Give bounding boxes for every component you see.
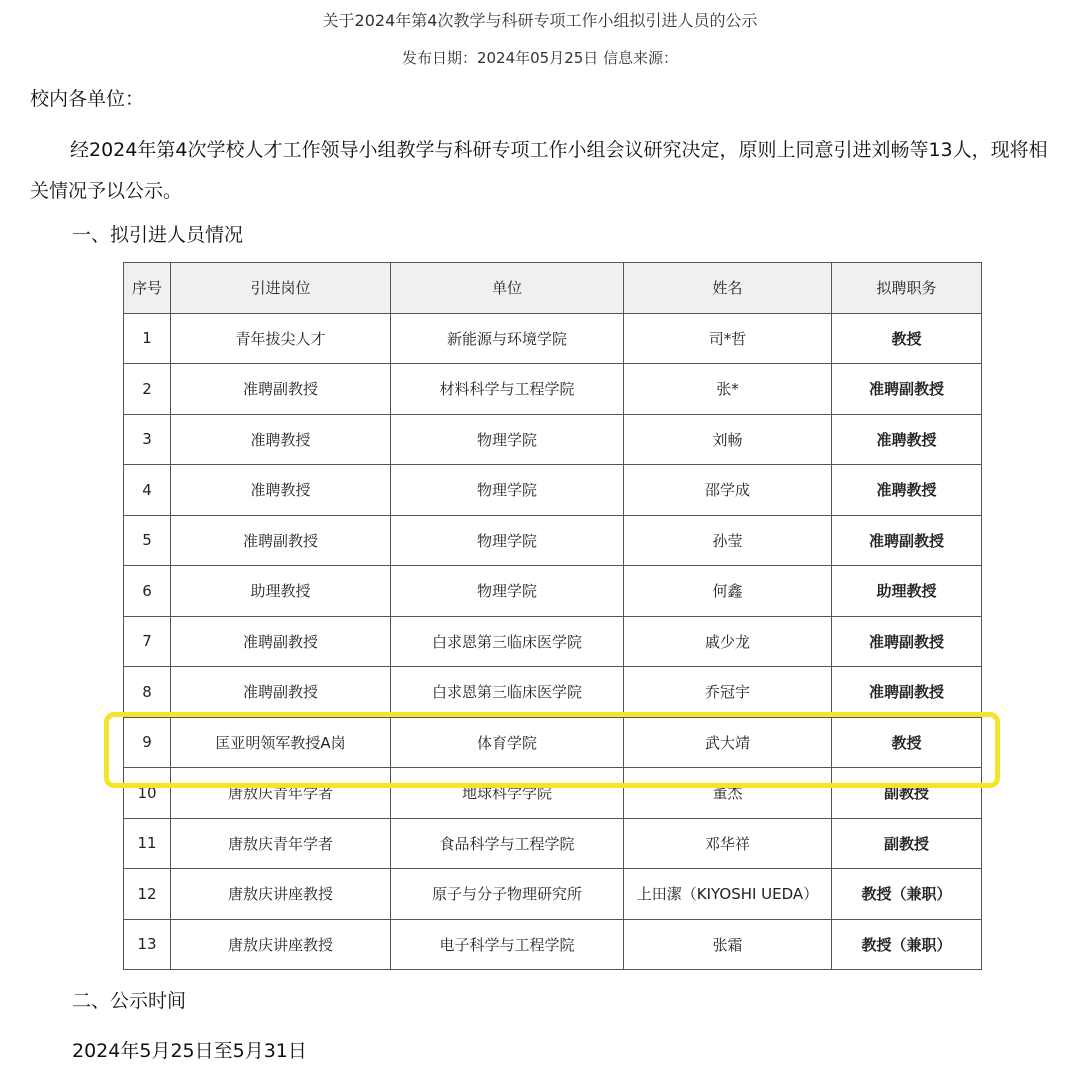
table-row (124, 364, 982, 415)
table-row (124, 566, 982, 617)
table-row (124, 414, 982, 465)
cell-name: 董杰 (624, 768, 832, 819)
cell-name: 武大靖 (624, 717, 832, 768)
cell-name: 邵学成 (624, 465, 832, 516)
cell-unit: 白求恩第三临床医学院 (391, 667, 624, 718)
cell-name: 何鑫 (624, 566, 832, 617)
publish-meta: 发布日期：2024年05月25日 信息来源： (401, 49, 679, 67)
cell-position: 准聘副教授 (171, 667, 391, 718)
cell-unit: 物理学院 (391, 515, 624, 566)
table-row (124, 313, 982, 364)
cell-position: 助理教授 (171, 566, 391, 617)
cell-index: 5 (124, 515, 171, 566)
cell-title: 准聘教授 (832, 414, 982, 465)
header-position: 引进岗位 (171, 263, 391, 314)
cell-name: 戚少龙 (624, 616, 832, 667)
cell-title: 准聘副教授 (832, 364, 982, 415)
cell-position: 准聘教授 (171, 414, 391, 465)
cell-index: 10 (124, 768, 171, 819)
cell-unit: 食品科学与工程学院 (391, 818, 624, 869)
cell-index: 2 (124, 364, 171, 415)
cell-title: 教授 (832, 313, 982, 364)
cell-unit: 物理学院 (391, 414, 624, 465)
table-row (124, 515, 982, 566)
table-row (124, 616, 982, 667)
cell-position: 唐敖庆青年学者 (171, 768, 391, 819)
table-row (124, 717, 982, 768)
cell-name: 孙莹 (624, 515, 832, 566)
cell-index: 11 (124, 818, 171, 869)
header-title: 拟聘职务 (832, 263, 982, 314)
cell-position: 唐敖庆讲座教授 (171, 919, 391, 970)
cell-title: 教授（兼职） (832, 919, 982, 970)
publicity-period: 2024年5月25日至5月31日 (72, 1040, 307, 1062)
greeting: 校内各单位： (30, 88, 145, 110)
page-title: 关于2024年第4次教学与科研专项工作小组拟引进人员的公示 (322, 11, 758, 30)
cell-title: 助理教授 (832, 566, 982, 617)
cell-name: 乔冠宇 (624, 667, 832, 718)
cell-unit: 物理学院 (391, 566, 624, 617)
cell-title: 副教授 (832, 818, 982, 869)
cell-unit: 物理学院 (391, 465, 624, 516)
cell-position: 准聘教授 (171, 465, 391, 516)
table-row (124, 667, 982, 718)
table-row (124, 818, 982, 869)
cell-position: 唐敖庆讲座教授 (171, 869, 391, 920)
header-index: 序号 (124, 263, 171, 314)
cell-index: 9 (124, 717, 171, 768)
cell-index: 6 (124, 566, 171, 617)
header-name: 姓名 (624, 263, 832, 314)
cell-title: 准聘教授 (832, 465, 982, 516)
cell-index: 8 (124, 667, 171, 718)
cell-position: 匡亚明领军教授A岗 (171, 717, 391, 768)
cell-position: 青年拔尖人才 (171, 313, 391, 364)
cell-unit: 原子与分子物理研究所 (391, 869, 624, 920)
table-row (124, 465, 982, 516)
cell-position: 准聘副教授 (171, 515, 391, 566)
cell-name: 张* (624, 364, 832, 415)
cell-position: 唐敖庆青年学者 (171, 818, 391, 869)
cell-title: 教授 (832, 717, 982, 768)
table-row (124, 768, 982, 819)
cell-position: 准聘副教授 (171, 364, 391, 415)
table-header-row (124, 263, 982, 314)
cell-unit: 白求恩第三临床医学院 (391, 616, 624, 667)
section-heading-personnel: 一、拟引进人员情况 (72, 224, 244, 246)
table-row (124, 869, 982, 920)
cell-index: 13 (124, 919, 171, 970)
table-row (124, 919, 982, 970)
cell-title: 准聘副教授 (832, 616, 982, 667)
header-unit: 单位 (391, 263, 624, 314)
cell-name: 司*哲 (624, 313, 832, 364)
cell-name: 上田潔（KIYOSHI UEDA） (624, 869, 832, 920)
cell-unit: 体育学院 (391, 717, 624, 768)
cell-title: 准聘副教授 (832, 515, 982, 566)
cell-index: 7 (124, 616, 171, 667)
cell-title: 副教授 (832, 768, 982, 819)
cell-index: 1 (124, 313, 171, 364)
cell-unit: 地球科学学院 (391, 768, 624, 819)
intro-paragraph: 经2024年第4次学校人才工作领导小组教学与科研专项工作小组会议研究决定，原则上同意引进刘畅等13人，现将相关情况予以公示。 (30, 139, 1048, 202)
cell-unit: 电子科学与工程学院 (391, 919, 624, 970)
section-heading-period: 二、公示时间 (72, 990, 187, 1012)
cell-unit: 新能源与环境学院 (391, 313, 624, 364)
cell-index: 4 (124, 465, 171, 516)
cell-index: 3 (124, 414, 171, 465)
table-body (124, 313, 982, 970)
cell-title: 教授（兼职） (832, 869, 982, 920)
cell-unit: 材料科学与工程学院 (391, 364, 624, 415)
cell-name: 邓华祥 (624, 818, 832, 869)
personnel-table (123, 262, 982, 970)
cell-position: 准聘副教授 (171, 616, 391, 667)
cell-name: 张霜 (624, 919, 832, 970)
cell-index: 12 (124, 869, 171, 920)
cell-name: 刘畅 (624, 414, 832, 465)
cell-title: 准聘副教授 (832, 667, 982, 718)
